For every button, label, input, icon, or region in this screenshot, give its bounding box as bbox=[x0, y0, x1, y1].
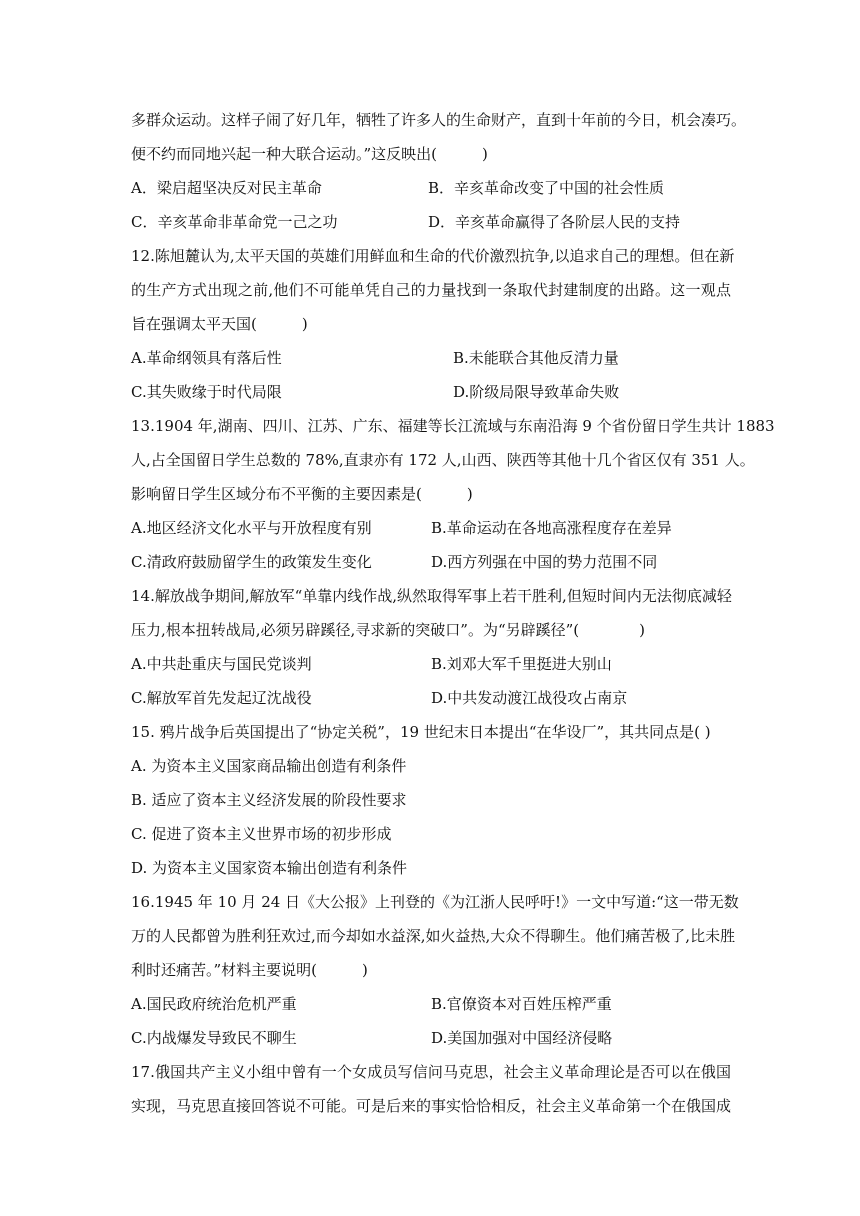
q13-stem-line-1: 13.1904 年,湖南、四川、江苏、广东、福建等长江流域与东南沿海 9 个省份留日学生共计 1883 bbox=[131, 417, 775, 435]
q12-option-c[interactable]: C.其失败缘于时代局限 bbox=[131, 383, 282, 401]
q14-stem-line-1: 14.解放战争期间,解放军“单靠内线作战,纵然取得军事上若干胜利,但短时间内无法彻底减轻 bbox=[131, 587, 732, 605]
q11-stem-line-2: 便不约而同地兴起一种大联合运动。”这反映出( ) bbox=[131, 145, 488, 163]
q16-stem-line-2: 万的人民都曾为胜利狂欢过,而今却如水益深,如火益热,大众不得聊生。他们痛苦极了,比未胜 bbox=[131, 927, 736, 945]
q13-stem-line-3: 影响留日学生区域分布不平衡的主要因素是( ) bbox=[131, 485, 473, 503]
q15-option-c[interactable]: C. 促进了资本主义世界市场的初步形成 bbox=[131, 825, 392, 843]
q12-stem-line-3: 旨在强调太平天国( ) bbox=[131, 315, 308, 333]
q11-option-c[interactable]: C．辛亥革命非革命党一己之功 bbox=[131, 213, 338, 231]
q12-option-a[interactable]: A.革命纲领具有落后性 bbox=[131, 349, 282, 367]
q16-stem-line-1: 16.1945 年 10 月 24 日《大公报》上刊登的《为江浙人民呼吁!》一文中写道:“这一带无数 bbox=[131, 893, 739, 911]
q14-option-b[interactable]: B.刘邓大军千里挺进大别山 bbox=[431, 655, 612, 673]
q11-option-a[interactable]: A．梁启超坚决反对民主革命 bbox=[131, 179, 322, 197]
q12-stem-line-2: 的生产方式出现之前,他们不可能单凭自己的力量找到一条取代封建制度的出路。这一观点 bbox=[131, 281, 731, 299]
q13-option-a[interactable]: A.地区经济文化水平与开放程度有别 bbox=[131, 519, 372, 537]
q17-stem-line-2: 实现，马克思直接回答说不可能。可是后来的事实恰恰相反，社会主义革命第一个在俄国成 bbox=[131, 1097, 732, 1115]
q14-option-d[interactable]: D.中共发动渡江战役攻占南京 bbox=[431, 689, 628, 707]
q16-option-d[interactable]: D.美国加强对中国经济侵略 bbox=[431, 1029, 613, 1047]
q16-option-c[interactable]: C.内战爆发导致民不聊生 bbox=[131, 1029, 297, 1047]
q11-option-b[interactable]: B．辛亥革命改变了中国的社会性质 bbox=[428, 179, 665, 197]
q12-option-b[interactable]: B.未能联合其他反清力量 bbox=[453, 349, 619, 367]
q14-stem-line-2: 压力,根本扭转战局,必须另辟蹊径,寻求新的突破口”。为“另辟蹊径”( ) bbox=[131, 621, 646, 639]
q12-stem-line-1: 12.陈旭麓认为,太平天国的英雄们用鲜血和生命的代价激烈抗争,以追求自己的理想。但在新 bbox=[131, 247, 735, 265]
q16-option-a[interactable]: A.国民政府统治危机严重 bbox=[131, 995, 297, 1013]
q13-stem-line-2: 人,占全国留日学生总数的 78%,直隶亦有 172 人,山西、陕西等其他十几个省区仅有 351 人。 bbox=[131, 451, 755, 469]
q11-stem-line-1: 多群众运动。这样子闹了好几年，牺牲了许多人的生命财产，直到十年前的今日，机会凑巧。 bbox=[131, 111, 747, 129]
q13-option-b[interactable]: B.革命运动在各地高涨程度存在差异 bbox=[431, 519, 672, 537]
q15-stem-line-1: 15. 鸦片战争后英国提出了“协定关税”，19 世纪末日本提出“在华设厂”，其共同点是( ) bbox=[131, 723, 711, 741]
q13-option-d[interactable]: D.西方列强在中国的势力范围不同 bbox=[431, 553, 658, 571]
q16-stem-line-3: 利时还痛苦。”材料主要说明( ) bbox=[131, 961, 368, 979]
q14-option-a[interactable]: A.中共赴重庆与国民党谈判 bbox=[131, 655, 312, 673]
q14-option-c[interactable]: C.解放军首先发起辽沈战役 bbox=[131, 689, 312, 707]
q15-option-a[interactable]: A. 为资本主义国家商品输出创造有利条件 bbox=[131, 757, 407, 775]
q15-option-b[interactable]: B. 适应了资本主义经济发展的阶段性要求 bbox=[131, 791, 407, 809]
q17-stem-line-1: 17.俄国共产主义小组中曾有一个女成员写信问马克思，社会主义革命理论是否可以在俄国 bbox=[131, 1063, 731, 1081]
q15-option-d[interactable]: D. 为资本主义国家资本输出创造有利条件 bbox=[131, 859, 408, 877]
q11-option-d[interactable]: D．辛亥革命赢得了各阶层人民的支持 bbox=[428, 213, 681, 231]
q13-option-c[interactable]: C.清政府鼓励留学生的政策发生变化 bbox=[131, 553, 372, 571]
q12-option-d[interactable]: D.阶级局限导致革命失败 bbox=[453, 383, 620, 401]
q16-option-b[interactable]: B.官僚资本对百姓压榨严重 bbox=[431, 995, 612, 1013]
